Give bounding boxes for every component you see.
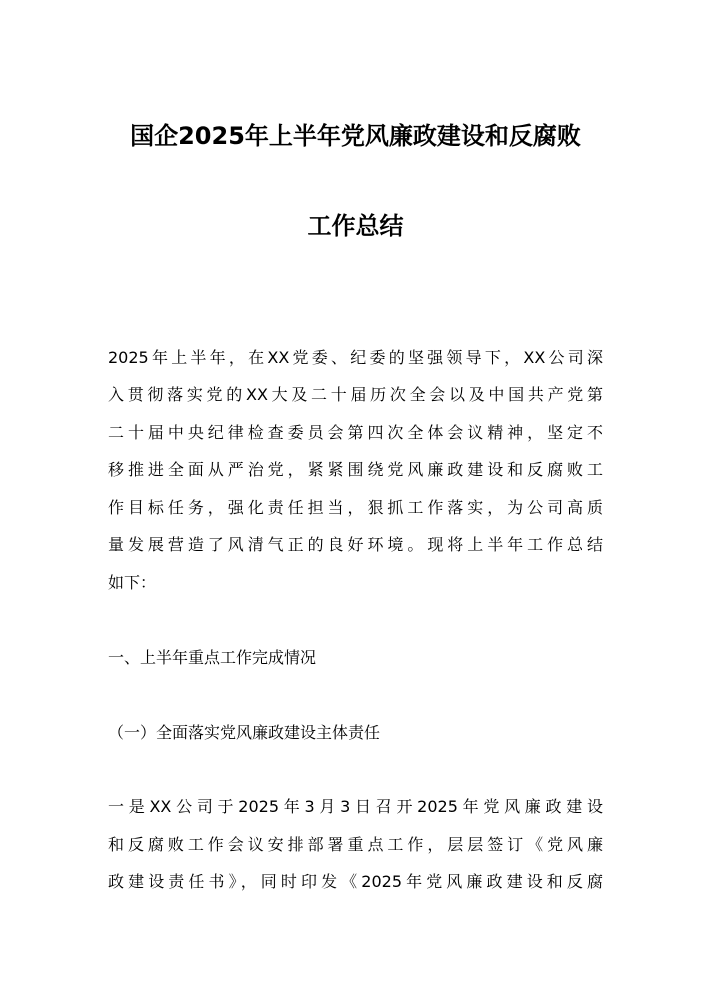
paragraph-line: 政建设责任书》，同时印发《2025年党风廉政建设和反腐 <box>108 872 603 891</box>
intro-line: 移推进全面从严治党，紧紧围绕党风廉政建设和反腐败工 <box>108 460 603 479</box>
intro-line: 如下： <box>108 573 157 592</box>
intro-line: 量发展营造了风清气正的良好环境。现将上半年工作总结 <box>108 535 603 554</box>
paragraph-line: 一是XX公司于2025年3月3日召开2025年党风廉政建设 <box>108 797 603 816</box>
subsection-heading: （一）全面落实党风廉政建设主体责任 <box>108 723 381 742</box>
intro-line: 2025年上半年，在XX党委、纪委的坚强领导下，XX公司深 <box>108 348 603 367</box>
intro-line: 作目标任务，强化责任担当，狠抓工作落实，为公司高质 <box>108 498 603 517</box>
intro-line: 二十届中央纪律检查委员会第四次全体会议精神，坚定不 <box>108 423 603 442</box>
paragraph-line: 和反腐败工作会议安排部署重点工作，层层签订《党风廉 <box>108 835 603 854</box>
section-heading: 一、上半年重点工作完成情况 <box>108 648 317 667</box>
intro-line: 入贯彻落实党的XX大及二十届历次全会以及中国共产党第 <box>108 385 603 404</box>
document-title-line-1: 国企2025年上半年党风廉政建设和反腐败 <box>130 122 581 150</box>
document-title-line-2: 工作总结 <box>307 212 404 240</box>
